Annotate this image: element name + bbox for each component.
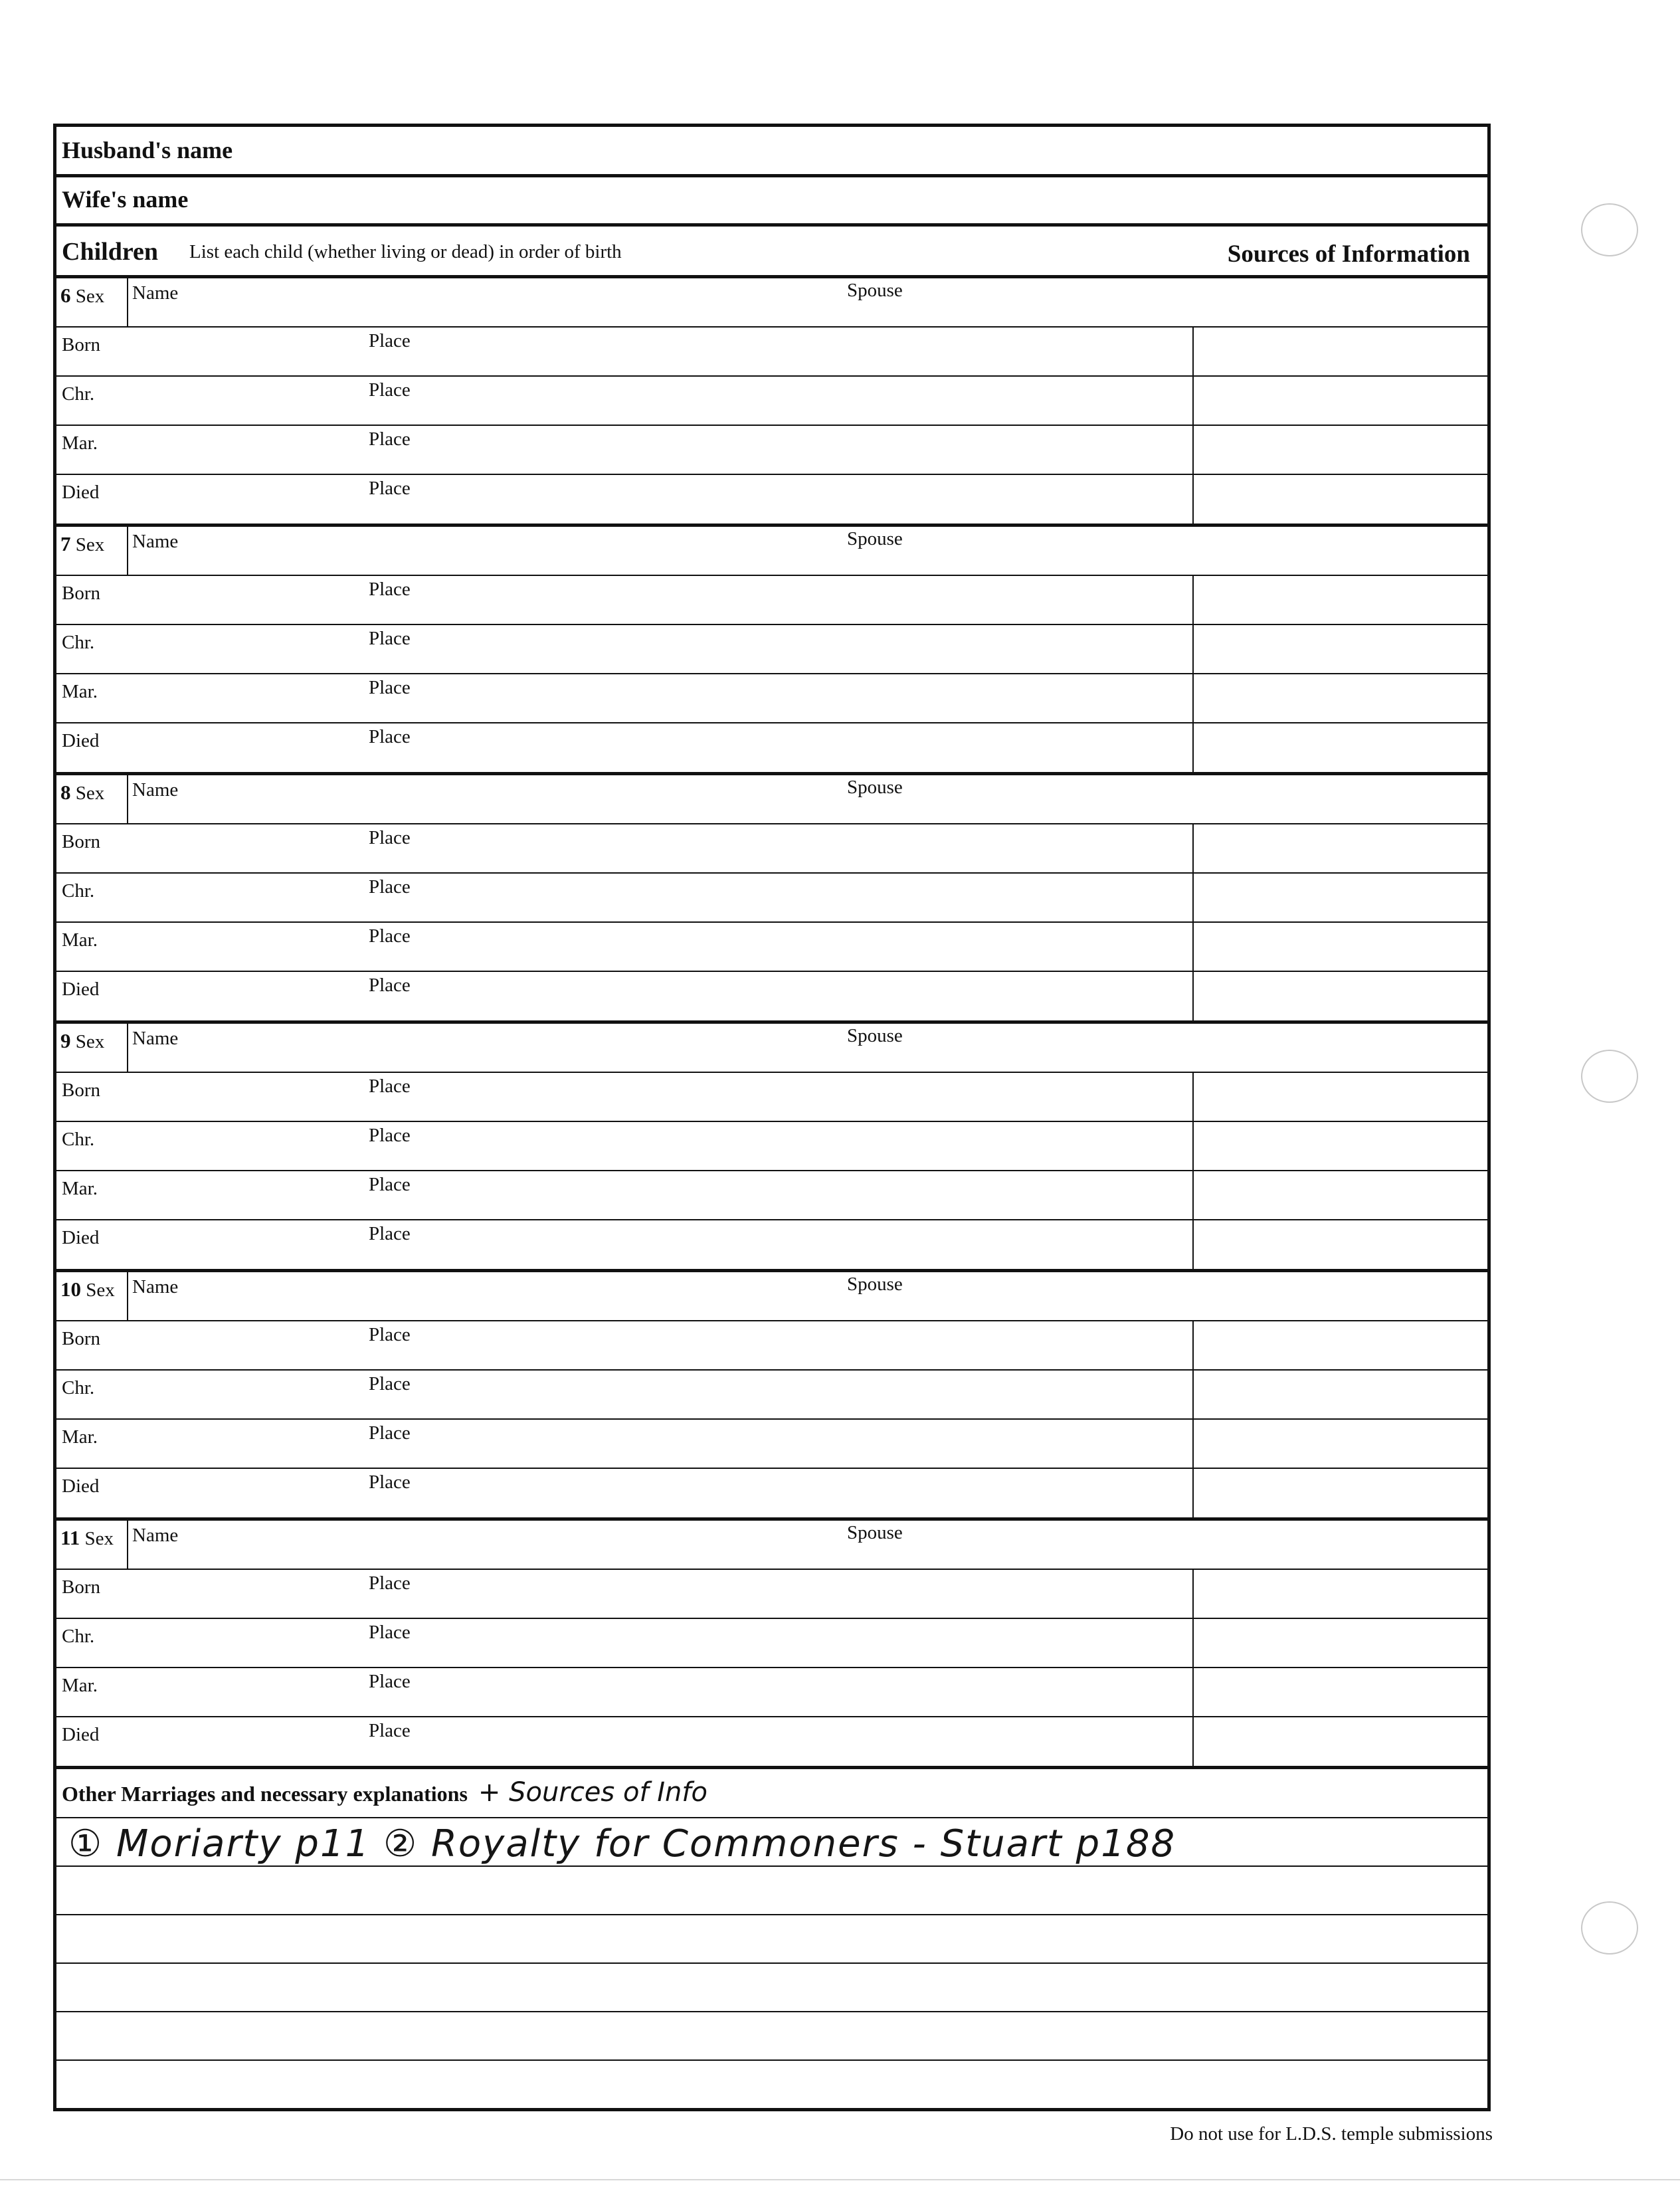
source-cell-divider bbox=[1192, 1171, 1194, 1219]
source-cell-divider bbox=[1192, 1717, 1194, 1766]
source-cell-divider bbox=[1192, 475, 1194, 524]
source-cell-divider bbox=[1192, 1469, 1194, 1517]
punch-hole-icon bbox=[1581, 1050, 1638, 1103]
child-events bbox=[56, 1073, 1487, 1269]
source-cell-divider bbox=[1192, 377, 1194, 425]
event-label: Chr. bbox=[62, 1626, 95, 1647]
child-block-1 bbox=[56, 527, 1487, 775]
event-label: Chr. bbox=[62, 1377, 95, 1398]
child-events bbox=[56, 1570, 1487, 1766]
source-cell-divider bbox=[1192, 972, 1194, 1020]
sex-divider bbox=[127, 1024, 128, 1073]
place-label: Place bbox=[369, 429, 411, 450]
source-cell-divider bbox=[1192, 1668, 1194, 1716]
explanation-line[interactable] bbox=[56, 1867, 1487, 1915]
child-name-row[interactable] bbox=[56, 1272, 1487, 1321]
place-label: Place bbox=[369, 1076, 411, 1097]
event-row[interactable] bbox=[56, 426, 1487, 475]
explanation-line[interactable] bbox=[56, 1818, 1487, 1867]
source-cell-divider bbox=[1192, 1220, 1194, 1269]
place-label: Place bbox=[369, 726, 411, 747]
child-number: 10 bbox=[60, 1278, 81, 1301]
place-label: Place bbox=[369, 628, 411, 649]
event-row[interactable] bbox=[56, 475, 1487, 524]
place-label: Place bbox=[369, 876, 411, 898]
child-number: 9 bbox=[60, 1029, 71, 1052]
child-number-sex bbox=[60, 1278, 115, 1301]
children-label: Children bbox=[62, 238, 159, 266]
sex-label: Sex bbox=[86, 1280, 115, 1301]
place-label: Place bbox=[369, 677, 411, 698]
event-label: Born bbox=[62, 583, 100, 604]
wife-name-label: Wife's name bbox=[62, 186, 189, 213]
place-label: Place bbox=[369, 1324, 411, 1345]
event-label: Died bbox=[62, 1724, 100, 1745]
child-name-row[interactable] bbox=[56, 1024, 1487, 1073]
other-marriages-header bbox=[56, 1769, 1487, 1818]
event-row[interactable] bbox=[56, 377, 1487, 426]
place-label: Place bbox=[369, 579, 411, 600]
sex-divider bbox=[127, 278, 128, 328]
child-events bbox=[56, 1321, 1487, 1517]
family-group-sheet-form bbox=[53, 124, 1491, 2111]
event-row[interactable] bbox=[56, 1220, 1487, 1269]
child-number: 8 bbox=[60, 781, 71, 804]
sex-label: Sex bbox=[84, 1528, 114, 1549]
child-block-0 bbox=[56, 278, 1487, 527]
event-row[interactable] bbox=[56, 1073, 1487, 1122]
event-row[interactable] bbox=[56, 1717, 1487, 1766]
sex-label: Sex bbox=[75, 1031, 105, 1052]
husband-name-label: Husband's name bbox=[62, 137, 233, 163]
event-row[interactable] bbox=[56, 625, 1487, 674]
event-label: Mar. bbox=[62, 681, 98, 702]
event-row[interactable] bbox=[56, 923, 1487, 972]
explanation-line[interactable] bbox=[56, 2061, 1487, 2109]
event-row[interactable] bbox=[56, 723, 1487, 772]
event-row[interactable] bbox=[56, 1321, 1487, 1371]
place-label: Place bbox=[369, 1174, 411, 1195]
other-marriages-title bbox=[62, 1777, 707, 1808]
other-marriages-title-text: Other Marriages and necessary explanations bbox=[62, 1782, 468, 1806]
event-row[interactable] bbox=[56, 1420, 1487, 1469]
spouse-label: Spouse bbox=[847, 1274, 903, 1295]
child-name-row[interactable] bbox=[56, 775, 1487, 824]
place-label: Place bbox=[369, 1622, 411, 1643]
child-name-row[interactable] bbox=[56, 278, 1487, 328]
place-label: Place bbox=[369, 975, 411, 996]
place-label: Place bbox=[369, 478, 411, 499]
explanation-line[interactable] bbox=[56, 1964, 1487, 2012]
child-events bbox=[56, 576, 1487, 772]
children-header-row bbox=[56, 227, 1487, 278]
event-label: Mar. bbox=[62, 929, 98, 951]
event-label: Mar. bbox=[62, 1426, 98, 1448]
child-number-sex bbox=[60, 1029, 104, 1053]
source-cell-divider bbox=[1192, 674, 1194, 722]
place-label: Place bbox=[369, 1125, 411, 1146]
child-number-sex bbox=[60, 532, 104, 556]
source-cell-divider bbox=[1192, 824, 1194, 872]
place-label: Place bbox=[369, 1223, 411, 1244]
event-label: Born bbox=[62, 1328, 100, 1349]
event-row[interactable] bbox=[56, 874, 1487, 923]
place-label: Place bbox=[369, 1472, 411, 1493]
place-label: Place bbox=[369, 330, 411, 351]
event-row[interactable] bbox=[56, 1570, 1487, 1619]
event-row[interactable] bbox=[56, 1469, 1487, 1517]
event-row[interactable] bbox=[56, 1668, 1487, 1717]
child-number: 6 bbox=[60, 284, 71, 307]
name-label: Name bbox=[132, 1525, 179, 1546]
sex-divider bbox=[127, 1272, 128, 1321]
children-instruction: List each child (whether living or dead) in order of birth bbox=[189, 241, 622, 262]
place-label: Place bbox=[369, 1573, 411, 1594]
source-cell-divider bbox=[1192, 328, 1194, 375]
event-label: Died bbox=[62, 979, 100, 1000]
scan-edge-line bbox=[0, 2179, 1680, 2180]
source-cell-divider bbox=[1192, 1122, 1194, 1170]
place-label: Place bbox=[369, 925, 411, 947]
spouse-label: Spouse bbox=[847, 280, 903, 301]
wife-name-row[interactable] bbox=[56, 177, 1487, 227]
event-label: Chr. bbox=[62, 1129, 95, 1150]
sex-divider bbox=[127, 775, 128, 824]
punch-hole-icon bbox=[1581, 203, 1638, 256]
spouse-label: Spouse bbox=[847, 777, 903, 798]
footer-disclaimer: Do not use for L.D.S. temple submissions bbox=[1170, 2123, 1493, 2145]
child-block-3 bbox=[56, 1024, 1487, 1272]
sex-label: Sex bbox=[75, 783, 105, 804]
source-cell-divider bbox=[1192, 1321, 1194, 1369]
name-label: Name bbox=[132, 531, 179, 552]
event-label: Born bbox=[62, 334, 100, 355]
source-cell-divider bbox=[1192, 874, 1194, 921]
name-label: Name bbox=[132, 779, 179, 801]
child-number: 11 bbox=[60, 1526, 80, 1549]
event-label: Died bbox=[62, 1227, 100, 1248]
place-label: Place bbox=[369, 1373, 411, 1394]
child-name-row[interactable] bbox=[56, 527, 1487, 576]
child-number-sex bbox=[60, 284, 104, 308]
event-label: Chr. bbox=[62, 383, 95, 405]
sources-of-information-label: Sources of Information bbox=[1227, 240, 1470, 268]
child-block-2 bbox=[56, 775, 1487, 1024]
explanation-line[interactable] bbox=[56, 2012, 1487, 2061]
source-cell-divider bbox=[1192, 625, 1194, 673]
event-row[interactable] bbox=[56, 1122, 1487, 1171]
event-label: Chr. bbox=[62, 632, 95, 653]
punch-hole-icon bbox=[1581, 1901, 1638, 1955]
event-row[interactable] bbox=[56, 576, 1487, 625]
child-number-sex bbox=[60, 781, 104, 805]
source-cell-divider bbox=[1192, 1619, 1194, 1667]
name-label: Name bbox=[132, 1276, 179, 1297]
event-label: Died bbox=[62, 730, 100, 751]
event-label: Born bbox=[62, 1576, 100, 1598]
event-label: Mar. bbox=[62, 432, 98, 454]
event-label: Born bbox=[62, 831, 100, 852]
explanation-line[interactable] bbox=[56, 1915, 1487, 1964]
source-cell-divider bbox=[1192, 923, 1194, 971]
name-label: Name bbox=[132, 282, 179, 304]
event-row[interactable] bbox=[56, 1619, 1487, 1668]
other-marriages-section bbox=[56, 1769, 1487, 2108]
source-cell-divider bbox=[1192, 1420, 1194, 1468]
source-cell-divider bbox=[1192, 723, 1194, 772]
place-label: Place bbox=[369, 379, 411, 401]
event-row[interactable] bbox=[56, 1371, 1487, 1420]
sex-divider bbox=[127, 1521, 128, 1570]
child-events bbox=[56, 328, 1487, 524]
spouse-label: Spouse bbox=[847, 1522, 903, 1543]
child-block-4 bbox=[56, 1272, 1487, 1521]
event-row[interactable] bbox=[56, 1171, 1487, 1220]
source-cell-divider bbox=[1192, 576, 1194, 624]
source-cell-divider bbox=[1192, 1073, 1194, 1121]
source-cell-divider bbox=[1192, 1371, 1194, 1418]
handwritten-note: ① Moriarty p11 ② Royalty for Commoners - Stuart p188 bbox=[68, 1822, 1176, 1865]
event-row[interactable] bbox=[56, 824, 1487, 874]
sex-label: Sex bbox=[75, 534, 105, 555]
child-events bbox=[56, 824, 1487, 1020]
child-number-sex bbox=[60, 1526, 114, 1550]
event-label: Mar. bbox=[62, 1178, 98, 1199]
place-label: Place bbox=[369, 1671, 411, 1692]
sex-label: Sex bbox=[75, 286, 105, 307]
event-label: Chr. bbox=[62, 880, 95, 902]
source-cell-divider bbox=[1192, 426, 1194, 474]
child-name-row[interactable] bbox=[56, 1521, 1487, 1570]
child-block-5 bbox=[56, 1521, 1487, 1769]
sex-divider bbox=[127, 527, 128, 576]
event-row[interactable] bbox=[56, 972, 1487, 1020]
handwritten-sources-note: + Sources of Info bbox=[478, 1777, 707, 1808]
event-row[interactable] bbox=[56, 328, 1487, 377]
event-label: Mar. bbox=[62, 1675, 98, 1696]
event-label: Born bbox=[62, 1080, 100, 1101]
event-row[interactable] bbox=[56, 674, 1487, 723]
place-label: Place bbox=[369, 1720, 411, 1741]
name-label: Name bbox=[132, 1028, 179, 1049]
child-number: 7 bbox=[60, 532, 71, 555]
husband-name-row[interactable] bbox=[56, 127, 1487, 177]
event-label: Died bbox=[62, 482, 100, 503]
spouse-label: Spouse bbox=[847, 1025, 903, 1046]
place-label: Place bbox=[369, 827, 411, 848]
spouse-label: Spouse bbox=[847, 528, 903, 549]
event-label: Died bbox=[62, 1476, 100, 1497]
place-label: Place bbox=[369, 1422, 411, 1444]
source-cell-divider bbox=[1192, 1570, 1194, 1618]
